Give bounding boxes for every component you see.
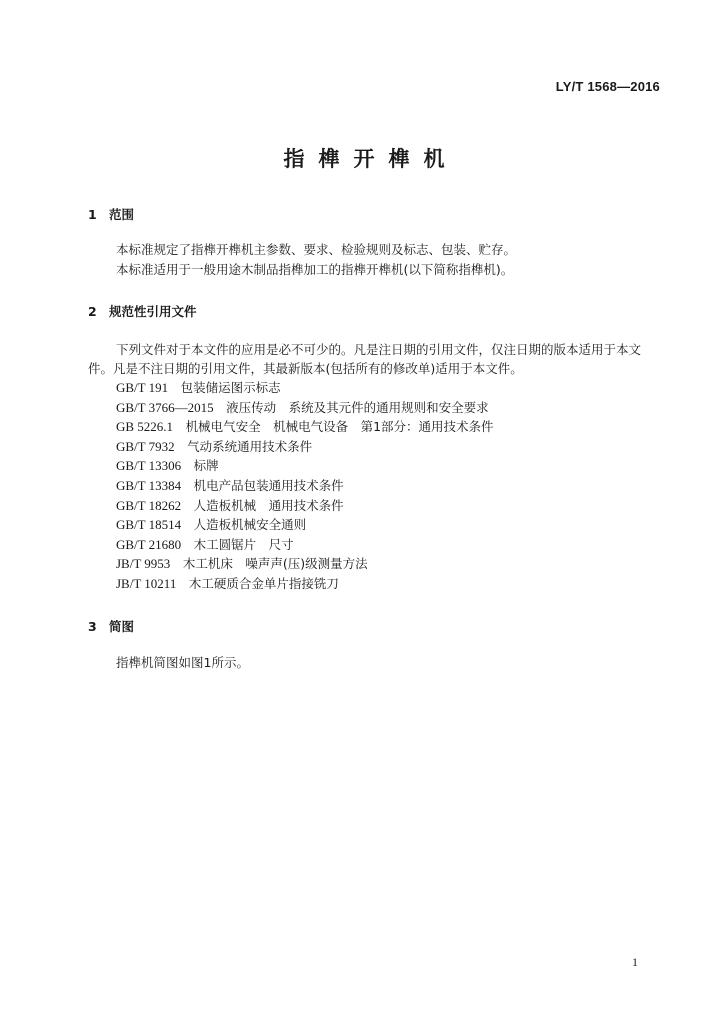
section-2-intro-line-1: 下列文件对于本文件的应用是必不可少的。凡是注日期的引用文件，仅注日期的版本适用于本文 <box>116 342 642 357</box>
section-2-title: 规范性引用文件 <box>109 304 197 319</box>
standard-code: LY/T 1568—2016 <box>555 79 660 94</box>
section-1-number: 1 <box>88 207 97 222</box>
reference-name: 木工圆锯片 尺寸 <box>193 536 294 552</box>
reference-code: GB/T 21680 <box>116 536 182 552</box>
reference-item <box>116 417 494 437</box>
section-3-number: 3 <box>88 619 97 634</box>
reference-name: 标牌 <box>193 458 219 474</box>
section-2-heading <box>88 302 197 320</box>
reference-name: 人造板机械 通用技术条件 <box>193 497 344 513</box>
reference-item <box>116 496 494 516</box>
reference-name: 包装储运图示标志 <box>180 380 281 395</box>
section-1-title: 范围 <box>109 207 135 222</box>
normative-reference-list <box>116 378 494 594</box>
reference-name: 机电产品包装通用技术条件 <box>193 477 344 493</box>
reference-code: GB/T 13384 <box>116 477 182 493</box>
reference-item <box>116 476 494 496</box>
reference-code: GB 5226.1 <box>116 419 174 435</box>
section-3-paragraph-1: 指榫机简图如图1所示。 <box>116 655 249 670</box>
reference-item <box>116 515 494 535</box>
reference-item <box>116 378 494 398</box>
section-3-title: 简图 <box>109 619 135 634</box>
reference-name: 木工机床 噪声声(压)级测量方法 <box>182 556 368 572</box>
section-2-intro-line-2: 件。凡是不注日期的引用文件，其最新版本(包括所有的修改单)适用于本文件。 <box>88 361 523 376</box>
reference-item <box>116 437 494 457</box>
reference-code: GB/T 191 <box>116 380 169 395</box>
reference-item <box>116 554 494 574</box>
reference-code: GB/T 18514 <box>116 517 182 533</box>
reference-name: 木工硬质合金单片指接铣刀 <box>188 575 339 591</box>
reference-code: GB/T 3766—2015 <box>116 399 214 415</box>
reference-code: GB/T 7932 <box>116 438 175 454</box>
reference-name: 液压传动 系统及其元件的通用规则和安全要求 <box>226 399 489 415</box>
reference-code: GB/T 13306 <box>116 458 182 474</box>
page-number: 1 <box>632 955 638 969</box>
section-1-heading <box>88 205 134 223</box>
section-2-number: 2 <box>88 304 97 319</box>
section-3-heading <box>88 617 134 635</box>
reference-code: JB/T 10211 <box>116 575 177 591</box>
section-1-paragraph-1: 本标准规定了指榫开榫机主参数、要求、检验规则及标志、包装、贮存。 <box>116 242 517 257</box>
reference-item <box>116 398 494 418</box>
reference-name: 气动系统通用技术条件 <box>187 438 313 454</box>
reference-code: GB/T 18262 <box>116 497 182 513</box>
document-title: 指榫开榫机 <box>283 147 459 171</box>
reference-item <box>116 535 494 555</box>
reference-code: JB/T 9953 <box>116 556 171 572</box>
section-1-paragraph-2: 本标准适用于一般用途木制品指榫加工的指榫开榫机(以下简称指榫机)。 <box>116 262 514 277</box>
reference-name: 机械电气安全 机械电气设备 第1部分：通用技术条件 <box>185 419 494 435</box>
reference-item <box>116 574 494 594</box>
reference-name: 人造板机械安全通则 <box>193 517 307 533</box>
reference-item <box>116 456 494 476</box>
